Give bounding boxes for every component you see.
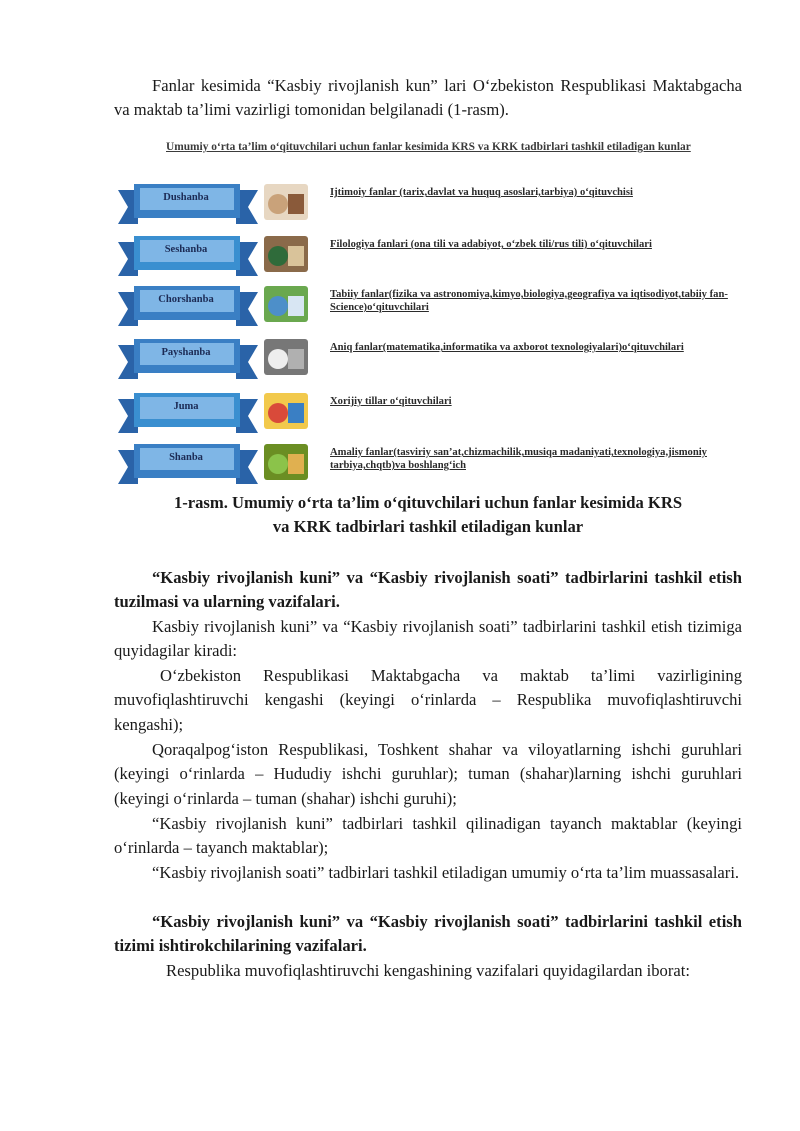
day-label: Shanba	[169, 452, 203, 463]
figure-row	[0, 440, 800, 490]
subject-text: Xorijiy tillar o‘qituvchilari	[330, 396, 452, 407]
subject-text: Amaliy fanlar(tasviriy san’at,chizmachilik,musiqa madaniyati,texnologiya,jismoniy tarbiya,chqtb)va boshlang‘ich	[330, 447, 707, 471]
day-label: Seshanba	[164, 244, 208, 255]
day-banner	[116, 180, 260, 226]
figure-row	[0, 282, 800, 332]
globe-icon	[262, 284, 310, 324]
paragraph-5: “Kasbiy rivojlanish soati” tadbirlari tashkil etiladigan umumiy o‘rta ta’lim muassasalari.	[152, 863, 740, 882]
day-label: Dushanba	[163, 192, 209, 203]
math-icon	[262, 337, 310, 377]
paragraph-1: Kasbiy rivojlanish kuni” va “Kasbiy rivojlanish soati” tadbirlarini tashkil etish tizimiga quyidagilar kiradi:	[114, 617, 742, 661]
figure-row	[0, 389, 800, 439]
flags-icon	[262, 391, 310, 431]
figure-row	[0, 180, 800, 230]
day-banner	[116, 440, 260, 486]
section-heading-2: “Kasbiy rivojlanish kuni” va “Kasbiy rivojlanish soati” tadbirlarini tashkil etish tizimi ishtirokchilarining vazifalari.	[114, 912, 742, 956]
ribbon-icon	[116, 440, 260, 486]
figure-row	[0, 232, 800, 282]
day-label: Payshanba	[161, 347, 211, 358]
paragraph-4: “Kasbiy rivojlanish kuni” tadbirlari tashkil qilinadigan tayanch maktablar (keyingi o‘rinlarda – tayanch maktablar);	[114, 814, 742, 858]
day-label: Chorshanba	[158, 294, 214, 305]
day-banner	[116, 335, 260, 381]
day-banner	[116, 282, 260, 328]
ribbon-icon	[116, 389, 260, 435]
paragraph-6: Respublika muvofiqlashtiruvchi kengashining vazifalari quyidagilardan iborat:	[166, 961, 690, 980]
day-banner	[116, 389, 260, 435]
ribbon-icon	[116, 335, 260, 381]
figure-row	[0, 335, 800, 385]
subject-text: Filologiya fanlari (ona tili va adabiyot, o‘zbek tili/rus tili) o‘qituvchilari	[330, 239, 652, 250]
day-banner	[116, 232, 260, 278]
paragraph-2: O‘zbekiston Respublikasi Maktabgacha va maktab ta’limi vazirligining muvofiqlashtiruvchi kengashi (keyingi o‘rinlarda – Respublika muvofiqlashtiruvchi kengashi);	[114, 666, 742, 734]
art-icon	[262, 442, 310, 482]
chalkboard-icon	[262, 234, 310, 274]
subject-text: Tabiiy fanlar(fizika va astronomiya,kimyo,biologiya,geografiya va iqtisodiyot,tabiiy fan-Science)o‘qituvchilari	[330, 289, 728, 313]
history-icon	[262, 182, 310, 222]
figure-caption	[114, 491, 742, 540]
paragraph-3: Qoraqalpog‘iston Respublikasi, Toshkent shahar va viloyatlarning ishchi guruhlari (keyingi o‘rinlarda – Hududiy ishchi guruhlar); tuman (shahar)larning ishchi guruhlari (keyingi o‘rinlarda – tuman (shahar) ishchi guruhi);	[114, 740, 742, 808]
subject-text: Ijtimoiy fanlar (tarix,davlat va huquq asoslari,tarbiya) o‘qituvchisi	[330, 187, 633, 198]
caption-line-1: 1-rasm. Umumiy o‘rta ta’lim o‘qituvchilari uchun fanlar kesimida KRS	[173, 493, 683, 512]
ribbon-icon	[116, 232, 260, 278]
ribbon-icon	[116, 282, 260, 328]
ribbon-icon	[116, 180, 260, 226]
section-heading-1: “Kasbiy rivojlanish kuni” va “Kasbiy rivojlanish soati” tadbirlarini tashkil etish tuzilmasi va ularning vazifalari.	[114, 568, 742, 612]
subject-text: Aniq fanlar(matematika,informatika va axborot texnologiyalari)o‘qituvchilari	[330, 342, 684, 353]
figure-title: Umumiy o‘rta ta’lim o‘qituvchilari uchun fanlar kesimida KRS va KRK tadbirlari tashkil etiladigan kunlar	[166, 141, 691, 153]
day-label: Juma	[173, 401, 199, 412]
caption-line-2: va KRK tadbirlari tashkil etiladigan kunlar	[272, 517, 584, 537]
intro-paragraph: Fanlar kesimida “Kasbiy rivojlanish kun” lari O‘zbekiston Respublikasi Maktabgacha va maktab ta’limi vazirligi tomonidan belgilanadi (1-rasm).	[114, 76, 742, 120]
